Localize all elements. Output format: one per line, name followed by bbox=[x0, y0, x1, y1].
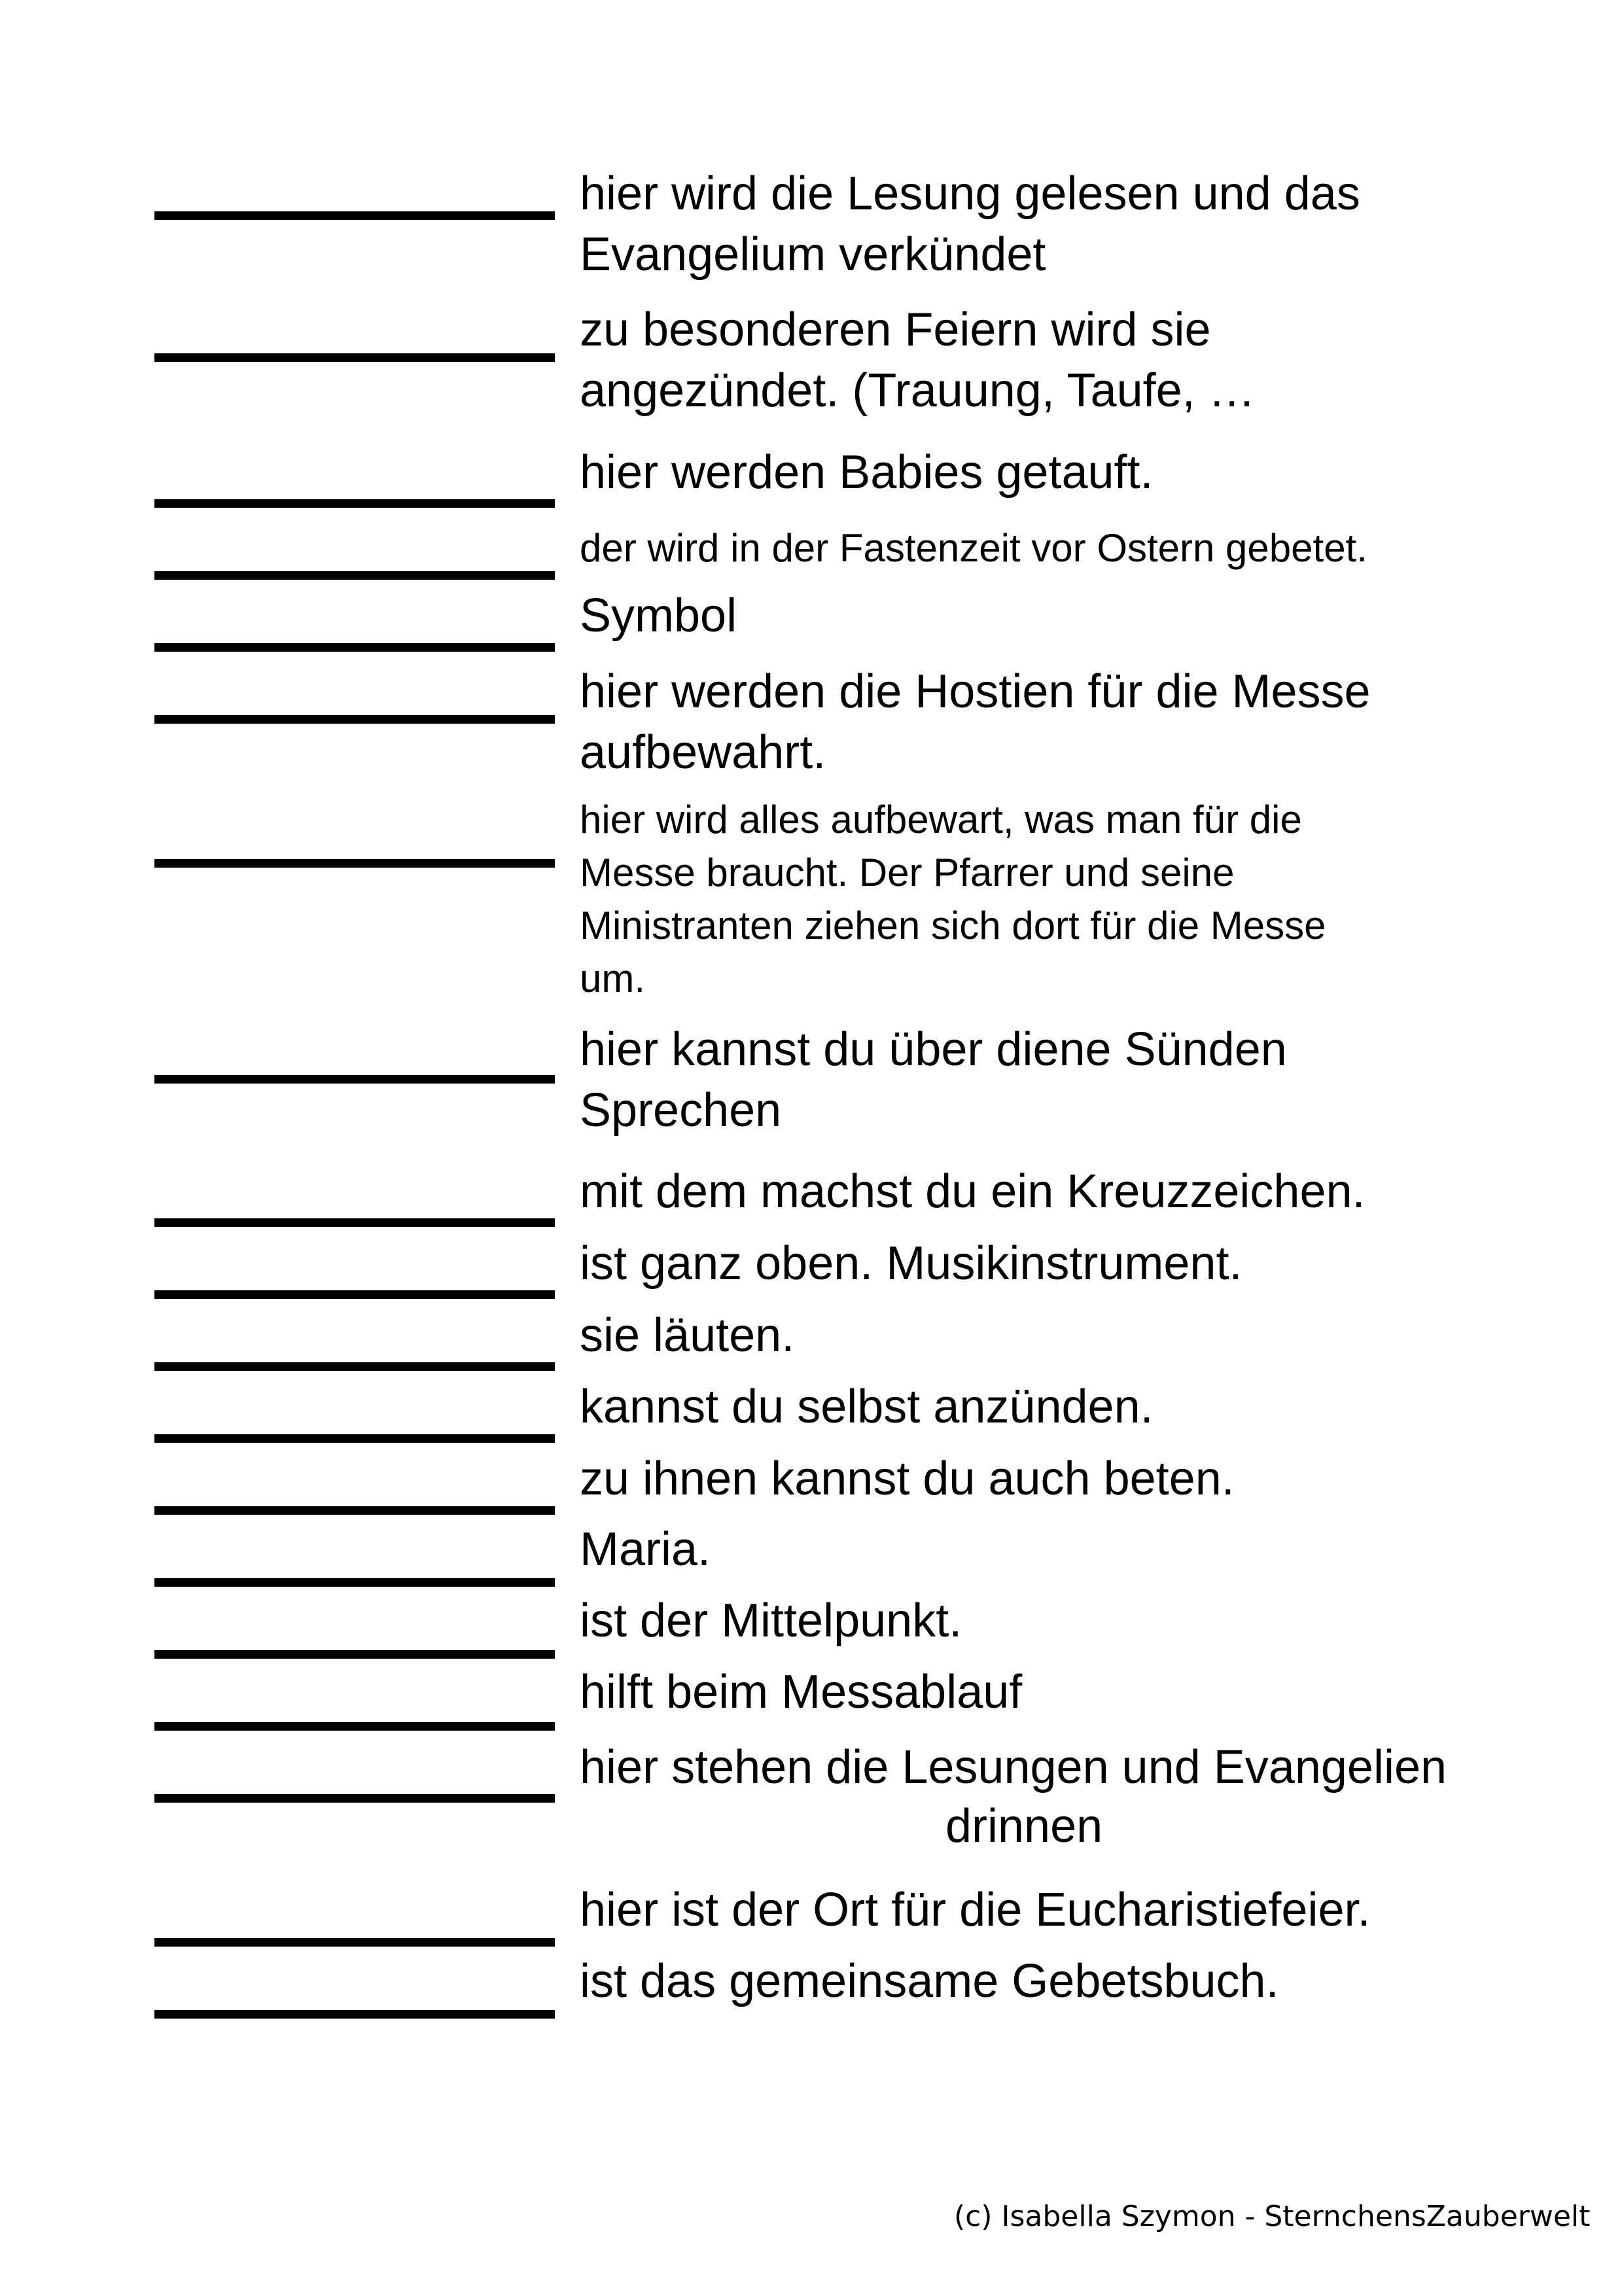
clue-text-16: hilft beim Messablauf bbox=[580, 1666, 1023, 1718]
clue-text-2: zu besonderen Feiern wird sie angezündet. (Trauung, Taufe, … bbox=[580, 304, 1256, 417]
answer-line-19[interactable] bbox=[154, 2010, 555, 2019]
clue-text-4: der wird in der Fastenzeit vor Ostern gebetet. bbox=[580, 526, 1367, 570]
clue-text-8: hier kannst du über diene Sünden Sprechen bbox=[580, 1023, 1287, 1137]
answer-line-4[interactable] bbox=[154, 571, 555, 580]
clue-text-15: ist der Mittelpunkt. bbox=[580, 1595, 962, 1647]
clue-text-9: mit dem machst du ein Kreuzzeichen. bbox=[580, 1165, 1366, 1218]
answer-line-5[interactable] bbox=[154, 643, 555, 652]
answer-line-10[interactable] bbox=[154, 1290, 555, 1299]
answer-line-9[interactable] bbox=[154, 1218, 555, 1227]
clue-text-1: hier wird die Lesung gelesen und das Evangelium verkündet bbox=[580, 168, 1360, 281]
answer-line-2[interactable] bbox=[154, 353, 555, 362]
clue-text-13: zu ihnen kannst du auch beten. bbox=[580, 1453, 1235, 1505]
answer-line-17[interactable] bbox=[154, 1794, 555, 1803]
answer-line-6[interactable] bbox=[154, 715, 555, 724]
answer-line-15[interactable] bbox=[154, 1650, 555, 1659]
clue-text-17-line2: drinnen bbox=[945, 1800, 1103, 1852]
answer-line-18[interactable] bbox=[154, 1938, 555, 1947]
clue-text-5: Symbol bbox=[580, 590, 737, 642]
answer-line-13[interactable] bbox=[154, 1506, 555, 1515]
clue-text-6: hier werden die Hostien für die Messe aufbewahrt. bbox=[580, 665, 1371, 779]
clue-text-17: hier stehen die Lesungen und Evangelien bbox=[580, 1741, 1447, 1793]
answer-line-12[interactable] bbox=[154, 1434, 555, 1443]
answer-line-3[interactable] bbox=[154, 499, 555, 508]
clue-text-7: hier wird alles aufbewart, was man für die Messe braucht. Der Pfarrer und seine Ministranten ziehen sich dort für die Messe um. bbox=[580, 798, 1326, 1000]
answer-line-11[interactable] bbox=[154, 1362, 555, 1371]
clue-text-11: sie läuten. bbox=[580, 1309, 795, 1362]
clue-text-12: kannst du selbst anzünden. bbox=[580, 1381, 1154, 1433]
clue-text-19: ist das gemeinsame Gebetsbuch. bbox=[580, 1955, 1279, 2007]
answer-line-7[interactable] bbox=[154, 859, 555, 868]
clue-text-10: ist ganz oben. Musikinstrument. bbox=[580, 1237, 1243, 1290]
clue-text-14: Maria. bbox=[580, 1523, 711, 1576]
answer-line-16[interactable] bbox=[154, 1722, 555, 1731]
answer-line-1[interactable] bbox=[154, 211, 555, 220]
clue-text-18: hier ist der Ort für die Eucharistiefeier. bbox=[580, 1884, 1371, 1936]
clue-text-3: hier werden Babies getauft. bbox=[580, 446, 1154, 499]
answer-line-8[interactable] bbox=[154, 1075, 555, 1084]
copyright-footer: (c) Isabella Szymon - SternchensZauberwelt bbox=[954, 2200, 1591, 2233]
answer-line-14[interactable] bbox=[154, 1578, 555, 1587]
